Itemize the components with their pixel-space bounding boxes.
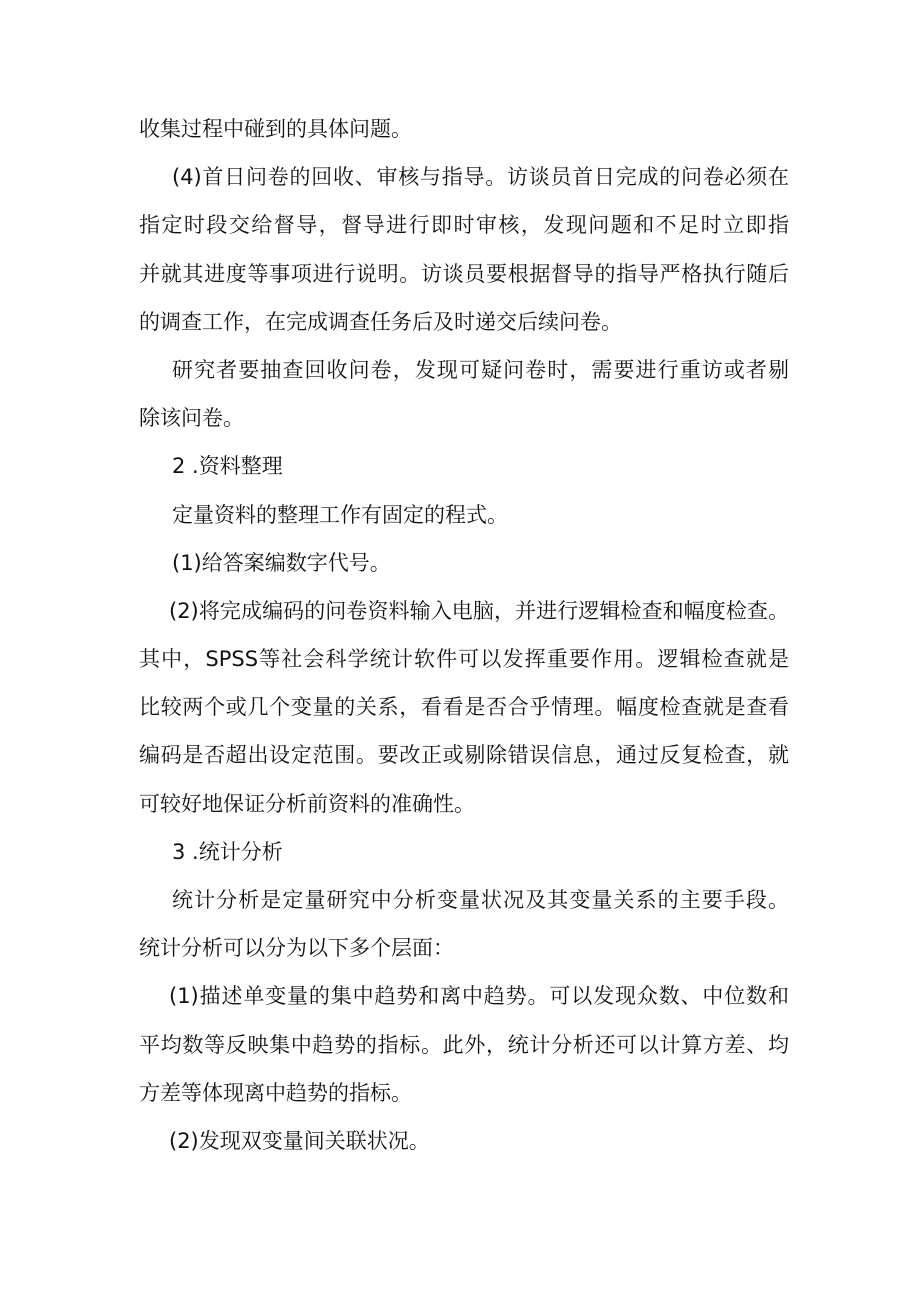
text-line: 可较好地保证分析前资料的准确性。: [139, 791, 475, 816]
text-line: 平均数等反映集中趋势的指标。此外，统计分析还可以计算方差、均: [139, 1032, 789, 1057]
text-line: 其中，SPSS等社会科学统计软件可以发挥重要作用。逻辑检查就是: [139, 647, 789, 672]
text-line: 定量资料的整理工作有固定的程式。: [172, 502, 508, 527]
text-line: 方差等体现离中趋势的指标。: [139, 1080, 412, 1105]
text-line: 并就其进度等事项进行说明。访谈员要根据督导的指导严格执行随后: [139, 261, 789, 286]
section-heading: 2 .资料整理: [172, 454, 283, 479]
text-line: (1)描述单变量的集中趋势和离中趋势。可以发现众数、中位数和: [169, 984, 789, 1009]
text-line: (2)发现双变量间关联状况。: [169, 1128, 430, 1153]
text-line: 指定时段交给督导，督导进行即时审核，发现问题和不足时立即指: [139, 213, 789, 238]
text-line: 的调查工作，在完成调查任务后及时递交后续问卷。: [139, 309, 622, 334]
section-heading: 3 .统计分析: [172, 839, 283, 864]
text-line: 收集过程中碰到的具体问题。: [139, 117, 412, 141]
text-line: 统计分析是定量研究中分析变量状况及其变量关系的主要手段。: [172, 888, 789, 912]
text-line: 比较两个或几个变量的关系，看看是否合乎情理。幅度检查就是查看: [139, 695, 789, 720]
text-line: 编码是否超出设定范围。要改正或剔除错误信息，通过反复检查，就: [139, 743, 789, 768]
text-line: 研究者要抽查回收问卷，发现可疑问卷时，需要进行重访或者剔: [172, 357, 789, 382]
text-line: 统计分析可以分为以下多个层面：: [139, 936, 454, 961]
text-line: (2)将完成编码的问卷资料输入电脑，并进行逻辑检查和幅度检查。: [169, 598, 789, 623]
document-body: [139, 105, 789, 1165]
text-line: (4)首日问卷的回收、审核与指导。访谈员首日完成的问卷必须在: [172, 165, 789, 190]
text-line: (1)给答案编数字代号。: [172, 550, 391, 575]
text-line: 除该问卷。: [139, 406, 244, 431]
